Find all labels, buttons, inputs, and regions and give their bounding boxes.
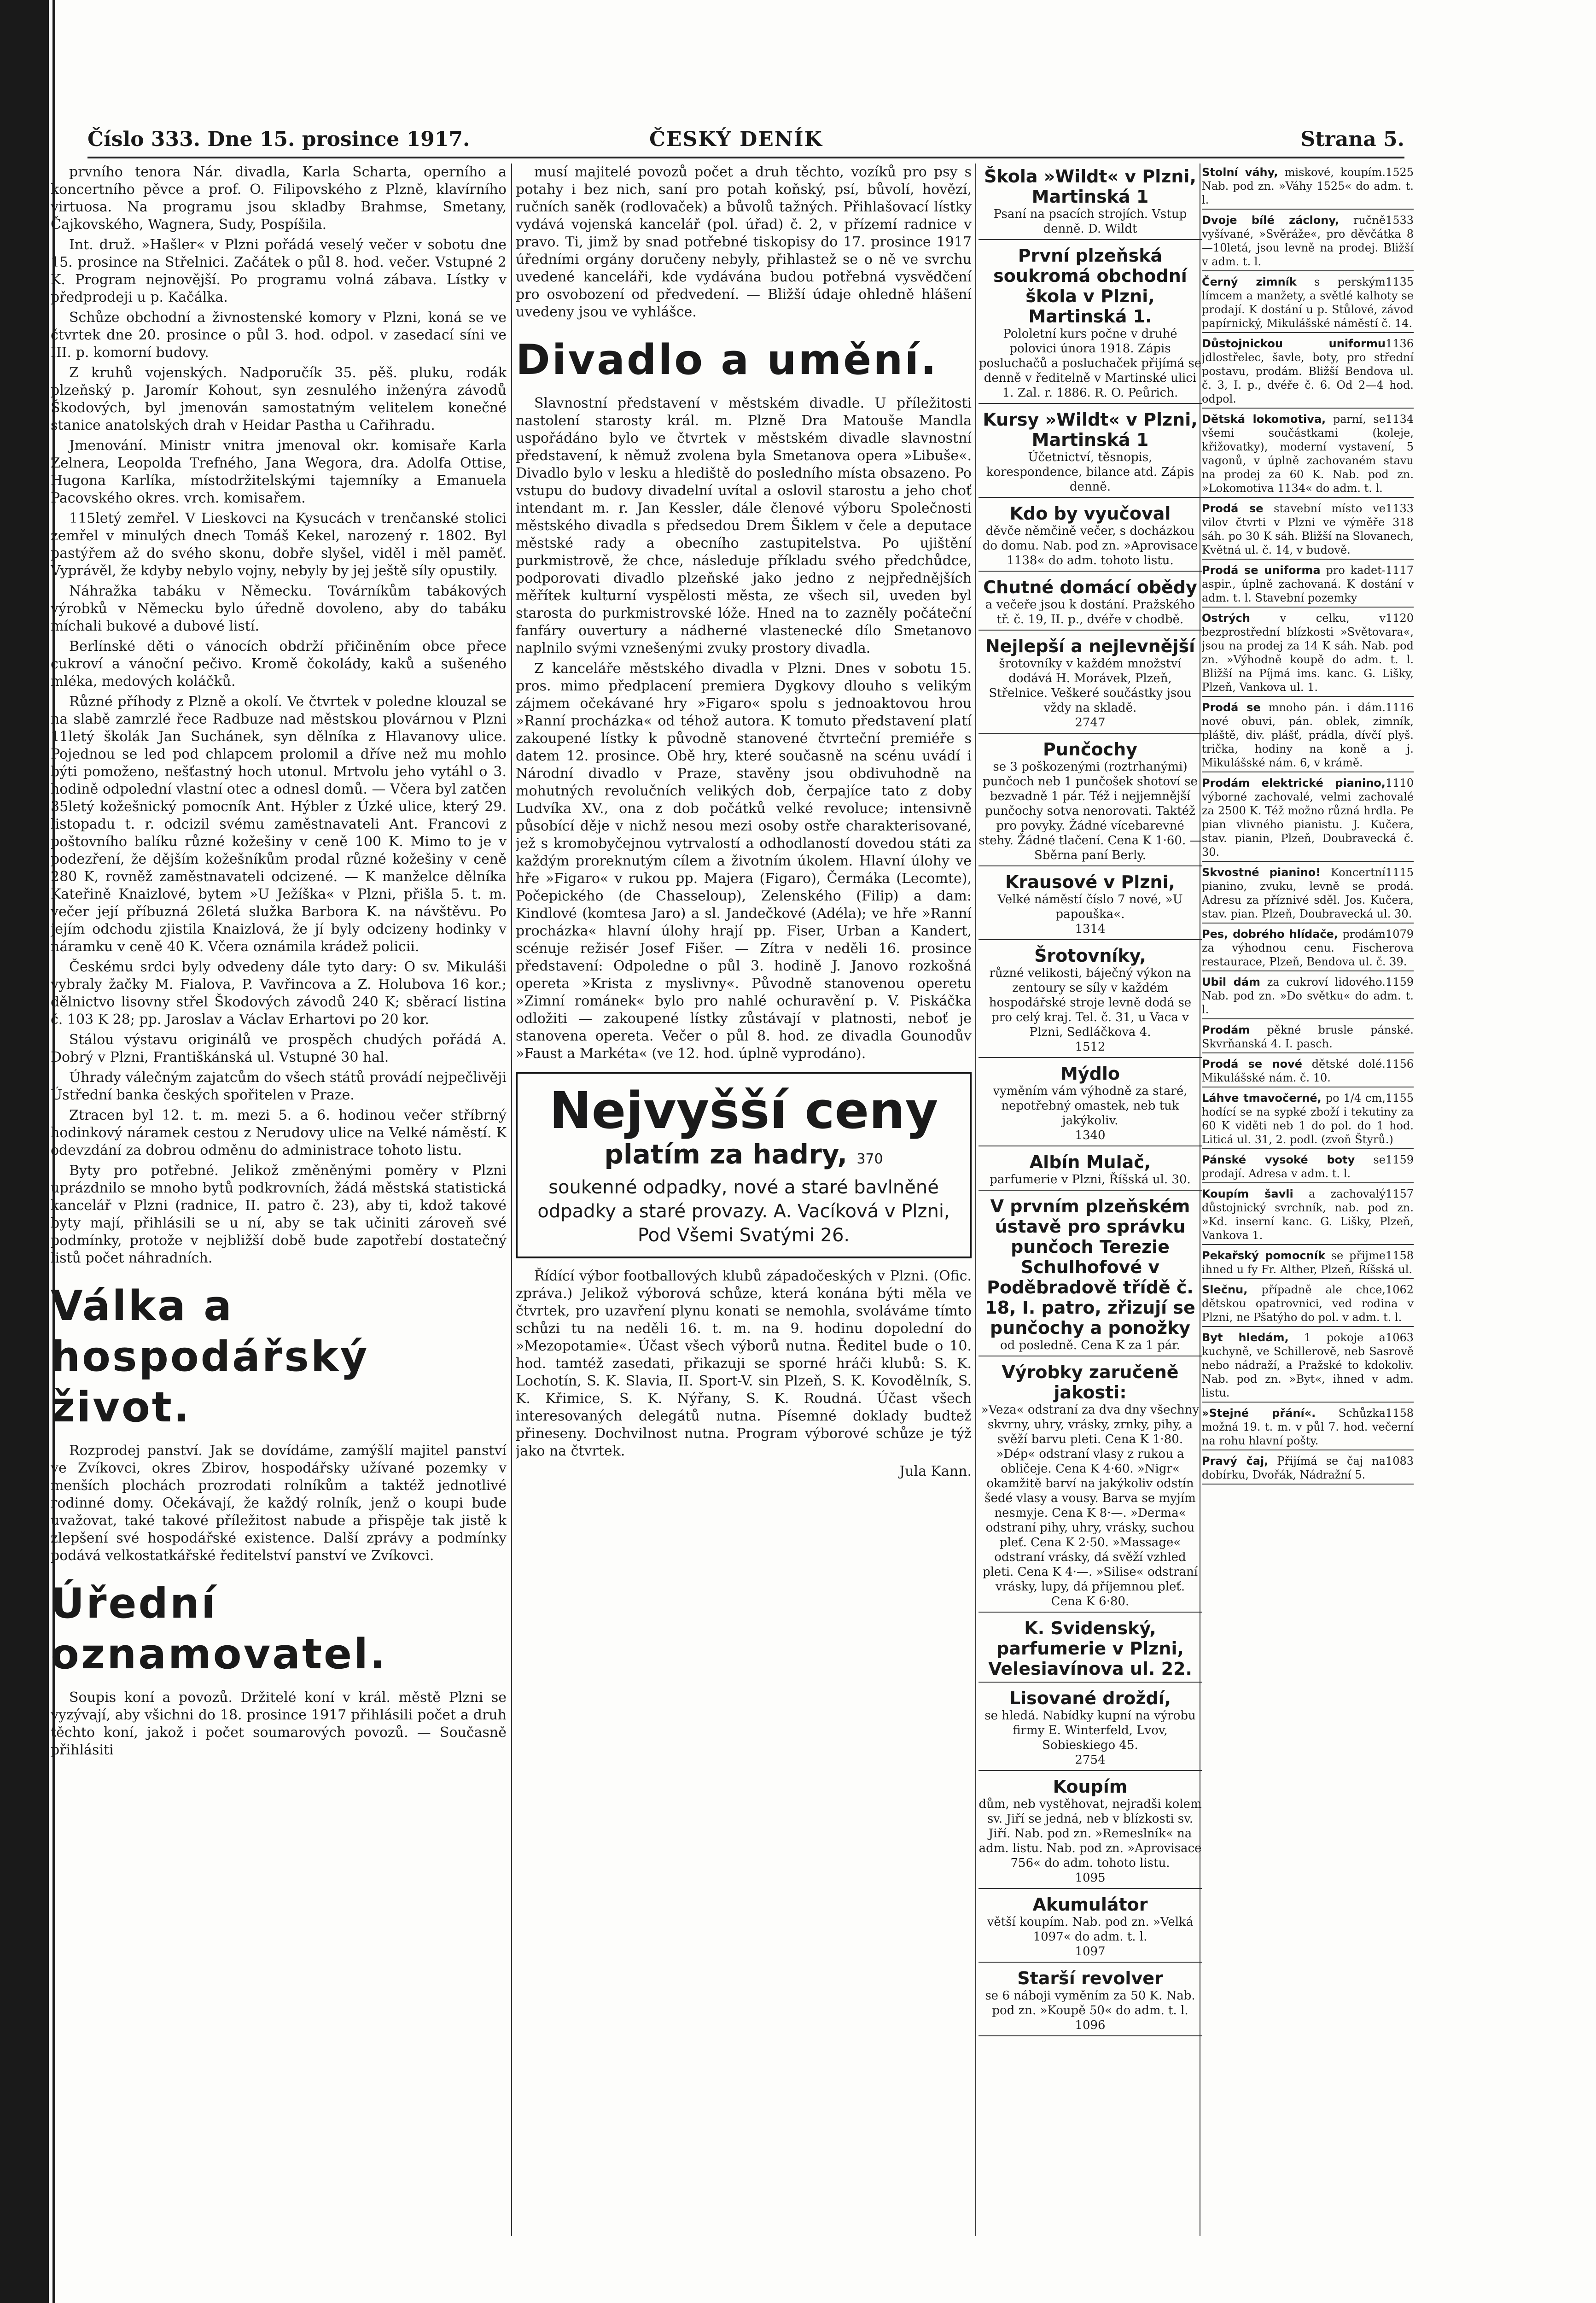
column-1 <box>51 164 507 2236</box>
ad-number: 1079 <box>1385 928 1414 941</box>
ad-number: 1133 <box>1385 502 1414 515</box>
article-text: Slavnostní představení v městském divadle. U příležitosti nastolení starosty král. m. Plzně Dra Matouše Mandla uspořádáno bylo ve čtvrtek v městském divadle slavnostní představení, k němuž zvolena byla Smetanova opera »Libuše«. Divadlo bylo v lesku a hlediště do posledního místa obsazeno. Po vstupu do budovy divadelní uvítal a oslovil starostu a jeho choť intendant m. r. Jan Kessler, dále členové výboru Společnosti městského divadla s předsedou Drem Šiklem v čele a deputace městské rady a obecního zastupitelstva. Po ujištění purkmistrově, že chce, následuje příkladu svého předchůdce, podporovati divadlo plzeňské jako jedno z nejpřednějších měřítek kulturní vyspělosti města, ze všech sil, uveden byl starosta do purkmistrovské lóže. Hned na to zazněly počáteční fanfáry ouvertury a nádherné vlastenecké dílo Smetanovo naplnilo svými vznešenými zvuky prostory divadla. <box>516 395 972 656</box>
ad-number: 1525 <box>1385 166 1414 179</box>
column-3-ads <box>979 164 1202 2236</box>
ad-text: 1 pokoje a kuchyně, ve Schillerově, neb Sasrově nebo nádraží, a Pražské to kdokoliv. Nab. pod zn. »Byt«, ihned v adm. listu. <box>1202 1331 1414 1399</box>
ad-text: ručně vyšívané, »Svěráže«, pro děvčátka 8—10letá, jsou levně na prodej. Bližší v adm. t. l. <box>1202 214 1414 268</box>
classified-ad <box>1202 273 1414 333</box>
column-2 <box>516 164 972 2236</box>
ad-title: Ostrých <box>1202 612 1250 625</box>
ad-title: Koupím šavli <box>1202 1187 1293 1200</box>
section-heading: Válka a hospodářský život. <box>51 1282 369 1432</box>
classified-ad <box>1202 1247 1414 1279</box>
ad-title: Prodá se nové <box>1202 1058 1303 1070</box>
newspaper-title: ČESKÝ DENÍK <box>649 128 823 151</box>
article-text: Ztracen byl 12. t. m. mezi 5. a 6. hodinou večer stříbrný hodinkový náramek cestou z Nerudovy ulice na Velké náměstí. K odevzdání za dobrou odměnu do administrace tohoto listu. <box>51 1107 507 1158</box>
article-text: Rozprodej panství. Jak se dovídáme, zamýšlí majitel panství ve Zvíkovci, okres Zbirov, hospodářsky užívané pozemky v menších plochách prozrodati rolníkům a taktéž jednotlivé rodinné domy. Očekávají, že každý rolník, jenž o koupi bude uvažovat, také takové příležitost nabude a přispěje tak jistě k zlepšení své hospodářské existence. Další zprávy a podmínky podává velkostatkářské ředitelství panství ve Zvíkovci. <box>51 1443 507 1564</box>
ad-number: 1158 <box>1385 1249 1414 1262</box>
ad-subheadline: platím za hadry, 370 <box>604 1139 883 1170</box>
classified-ad: Kursy »Wildt« v Plzni, Martinská 1 Účetnictví, těsnopis, korespondence, bilance atd. Zápis denně. <box>979 407 1202 498</box>
ad-title: Pravý čaj, <box>1202 1455 1269 1467</box>
classified-ad: Mýdlo vyměním vám výhodně za staré, nepotřebný omastek, neb tuk jakýkoliv. 1340 <box>979 1061 1202 1146</box>
ad-text: prodám za výhodnou cenu. Fischerova restaurace, Plzeň, Bendova ul. č. 39. <box>1202 928 1414 968</box>
ad-title: Pekařský pomocník <box>1202 1249 1325 1262</box>
ad-title: Stolní váhy, <box>1202 166 1278 179</box>
classified-ad: Šrotovníky, různé velikosti, báječný výkon na zentoury se síly v každém hospodářské stroje levně dodá se pro celý kraj. Tel. č. 31, u Vaca v Plzni, Sedláčkova 4. 1512 <box>979 943 1202 1058</box>
ad-title: Byt hledám, <box>1202 1331 1289 1344</box>
classified-ad <box>1202 925 1414 971</box>
classified-ad <box>1202 335 1414 409</box>
ad-title: Prodá se <box>1202 701 1261 714</box>
ad-title: »Stejné přání«. <box>1202 1407 1316 1420</box>
classified-ad <box>1202 1281 1414 1327</box>
ad-number: 1136 <box>1385 337 1414 350</box>
ad-title: Láhve tmavočerné, <box>1202 1092 1322 1105</box>
article-text: Řídící výbor footballových klubů západočeských v Plzni. (Ofic. zpráva.) Jelikož výborová schůze, která konána býti měla ve čtvrtek, pro uzavření plynu konati se nemohla, svoláváme tímto schůzi tu na neděli 16. t. m. na 9. hodinu dopolední do »Mezopotamie«. Účast všech výborů nutna. Ředitel bude o 10. hod. tamtéž zasedati, přikazuji se sporné hráči klubů: S. K. Lochotín, S. K. Slavia, II. Sport-V. sin Plzeň, S. K. Kovodělník, S. K. Křimice, S. K. Nýřany, S. K. Roudná. Účast všech interesovaných delegátů nutna. Písemné doklady budtež přineseny. Dochvilnost nutna. Program výborové schůze je týž jako na čtvrtek. <box>516 1268 972 1459</box>
classified-ad <box>1202 864 1414 924</box>
classified-ad <box>1202 774 1414 862</box>
classified-ad <box>1202 699 1414 772</box>
classified-ad <box>1202 1452 1414 1485</box>
classified-ad <box>1202 1404 1414 1450</box>
article-text: Stálou výstavu originálů ve prospěch chudých pořádá A. Dobrý v Plzni, Františkánská ul. Vstupné 30 hal. <box>51 1032 507 1065</box>
classified-ad <box>1202 561 1414 608</box>
ad-title: Důstojnickou uniformu <box>1202 337 1386 350</box>
classified-ad: K. Svidenský, parfumerie v Plzni, Velesiavínova ul. 22. <box>979 1615 1202 1683</box>
page-number: Strana 5. <box>1300 128 1404 151</box>
classified-ad <box>1202 164 1414 210</box>
ad-text: a zachovalý důstojnický svrchník, nab. pod zn. »Kd. inserní kanc. G. Lišky, Plzeň, Vankova 1. <box>1202 1187 1414 1242</box>
ad-text: miskové, koupím. Nab. pod zn. »Váhy 1525« do adm. t. l. <box>1202 166 1414 206</box>
ad-text: stavební místo ve vilov čtvrti v Plzni ve výměře 318 sáh. po 30 K sáh. Bližší na Slovanech, Květná ul. č. 14, v budově. <box>1202 502 1414 556</box>
article-text: Jmenování. Ministr vnitra jmenoval okr. komisaře Karla Zelnera, Leopolda Trefného, Jana Wegora, dra. Adolfa Ottise, Hugona Karlíka, místodržitelskými tajemníky a Emanuela Pacovského okres. vrch. komisařem. <box>51 438 507 506</box>
classified-ad <box>1202 1089 1414 1149</box>
ad-number: 1533 <box>1385 214 1414 227</box>
signature: Jula Kann. <box>899 1463 972 1479</box>
column-rule <box>975 164 976 2236</box>
ad-text: Koncertní pianino, zvuku, levně se prodá. Adresu za příznivé sděl. Jos. Kučera, stav. pian. Plzeň, Doubravecká ul. 30. <box>1202 866 1414 920</box>
ad-number: 1063 <box>1385 1331 1414 1344</box>
classified-ad <box>1202 609 1414 697</box>
ad-title: Prodám <box>1202 1023 1250 1036</box>
ad-text: pěkné brusle pánské. Skvrňanská 4. I. pasch. <box>1202 1023 1414 1050</box>
ad-title: Prodá se <box>1202 502 1264 515</box>
classified-ad: Krausové v Plzni, Velké náměstí číslo 7 nové, »U papouška«. 1314 <box>979 869 1202 940</box>
article-text: Z kruhů vojenských. Nadporučík 35. pěš. pluku, rodák plzeňský p. Jaromír Kohout, syn zesnulého inženýra závodů Škodových, byl jmenován samostatným velitelem konečné stanice anatolských drah v Heidar Pastha u Cařihradu. <box>51 365 507 433</box>
ad-number: 1134 <box>1385 413 1414 426</box>
classified-ad: Lisované droždí, se hledá. Nabídky kupní na výrobu firmy E. Winterfeld, Lvov, Sobieskiego 45. 2754 <box>979 1685 1202 1771</box>
article-text: Berlínské děti o vánocích obdrží přičiněním obce přece cukroví a vánoční pečivo. Kromě čokolády, kaků a sušeného mléka, medových koláčků. <box>51 638 507 690</box>
classified-ad <box>1202 973 1414 1019</box>
ad-text: Přijímá se čaj na dobírku, Dvořák, Nádražní 5. <box>1202 1455 1386 1481</box>
classified-ad <box>1202 1021 1414 1053</box>
ad-headline: Nejvyšší ceny <box>549 1081 938 1140</box>
ad-number: 1083 <box>1385 1455 1414 1467</box>
ad-text: Schůzka možná 19. t. m. v půl 7. hod. večerní na rohu hlavní pošty. <box>1202 1407 1414 1447</box>
ad-text: s perským límcem a manžety, a světlé kalhoty se prodají. K dostání u p. Stůlové, závod papírnický, Mikulášské náměstí č. 14. <box>1202 275 1414 330</box>
column-4-ads <box>1202 164 1414 2236</box>
classified-ad <box>1202 211 1414 271</box>
article-text: prvního tenora Nár. divadla, Karla Scharta, operního a koncertního pěvce a prof. O. Filipovského z Plzně, klavírního virtuosa. Na programu jsou skladby Brahmse, Smetany, Čajkovského, Wagnera, Sudy, Pospíšila. <box>51 164 507 233</box>
article-text: Náhražka tabáku v Německu. Továrníkům tabákových výrobků v Německu bylo úředně dovoleno, aby do tabáku míchali bukové a dubové listí. <box>51 583 507 634</box>
ad-number: 1110 <box>1385 777 1414 789</box>
classified-ad <box>1202 1055 1414 1087</box>
ad-number: 1159 <box>1385 976 1414 988</box>
classified-ad: Škola »Wildt« v Plzni, Martinská 1 Psaní na psacích strojích. Vstup denně. D. Wildt <box>979 164 1202 240</box>
classified-ad: První plzeňská soukromá obchodní škola v Plzni, Martinská 1. Pololetní kurs počne v druhé polovici února 1918. Zápis posluchačů a posluchaček přijímá se denně v ředitelně v Martinské ulici 1. Zal. r. 1886. R. O. Peůrich. <box>979 243 1202 404</box>
ad-number: 1156 <box>1385 1058 1414 1070</box>
article-text: Schůze obchodní a živnostenské komory v Plzni, koná se ve čtvrtek dne 20. prosince o půl 3. hod. odpol. v zasedací síni ve III. p. komorní budovy. <box>51 310 507 361</box>
section-heading: Divadlo a umění. <box>516 336 938 384</box>
classified-ad: Koupím dům, neb vystěhovat, nejradši kolem sv. Jiří se jedná, neb v blízkosti sv. Jiří. Nab. pod zn. »Remeslník« na adm. listu. Nab. pod zn. »Aprovisace 756« do adm. tohoto listu. 1095 <box>979 1774 1202 1889</box>
classified-ad <box>1202 410 1414 498</box>
ad-title: Pes, dobrého hlídače, <box>1202 928 1339 941</box>
ad-text: případně ale chce, dětskou opatrovnici, ved rodina v Plzni, ne Pšatýho do pol. v adm. t. l. <box>1202 1283 1414 1324</box>
article-text: musí majitelé povozů počet a druh těchto, vozíků pro psy s potahy i bez nich, saní pro potah koňský, psí, bůvolí, hovězí, ručních saněk (rodlovaček) a bůvolů tažných. Přihlašovací lístky vydává vojenská kancelář (pol. úřad) č. 2, v přízemí radnice v pravo. Ti, jimž by snad potřebné tiskopisy do 17. prosince 1917 úředními orgány doručeny nebyly, přihlastež se o ně ve svrchu uvedené kanceláři, kde vydávána budou potřebná vysvědčení pro osvobození od předvedení. — Bližší údaje ohledně hlášení uvedeny jsou ve vyhlášce. <box>516 164 972 320</box>
ad-text: parní, se všemi součástkami (koleje, křižovatky), moderní vystavení, 5 vagonů, v úplně zachovaném stavu na prodej za 60 K. Nab. pod zn. »Lokomotiva 1134« do adm. t. l. <box>1202 413 1414 495</box>
scan-edge <box>0 0 55 2303</box>
classified-ad: Albín Mulač, parfumerie v Plzni, Říšská ul. 30. <box>979 1149 1202 1191</box>
column-rule <box>511 164 512 2236</box>
classified-ad: Výrobky zaručeně jakosti: »Veza« odstraní za dva dny všechny skvrny, uhry, vrásky, zrnky, pihy, a svěží barvu pleti. Cena K 1·80. »Dép« odstraní vlasy z rukou a obličeje. Cena K 4·60. »Nigr« okamžitě barví na jakýkoliv odstín šedé vlasy a vousy. Barva se myjím nesmyje. Cena K 8·—. »Derma« odstraní pihy, uhry, vrásky, suchou pleť. Cena K 2·50. »Massage« odstraní vrásky, dá svěží vzhled pleti. Cena K 4·—. »Silise« odstraní vrásky, lupy, dá příjemnou pleť. Cena K 6·80. <box>979 1359 1202 1613</box>
ad-body: soukenné odpadky, nové a staré bavlněné odpadky a staré provazy. A. Vacíková v Plzni, Pod Všemi Svatými 26. <box>537 1177 950 1246</box>
ad-title: Dvoje bílé záclony, <box>1202 214 1340 227</box>
ad-text: za cukroví lidového. Nab. pod zn. »Do světku« do adm. t. l. <box>1202 976 1414 1016</box>
article-text: Z kanceláře městského divadla v Plzni. Dnes v sobotu 15. pros. mimo předplacení premiera Dygkovy dlouho s velikým zájmem očekávané hry »Figaro« spolu s jednoaktovou hrou »Ranní procházka« od téhož autora. K tomuto představení platí zakoupené lístky k původně stanovené čtvrteční premiéře s datem 12. prosince. Obě hry, které současně na scénu uvádí i Národní divadlo v Praze, stavěny jsou obdivuhodně na mohutných revolučních velikých dob, čerpajíce tato z doby Ludvíka XV., ona z dob počátků velké revoluce; intensivně působící děje v nichž nesou mezi osoby ostře charakterisované, jež s kromobyčejnou vytrvalostí a odhodlaností dovedou státi za každým proreknutým cílem a životním úkolem. Hlavní úlohy ve hře »Figaro« v rukou pp. Majera (Figaro), Čermáka (Lecomte), Počepického (de Chasseloup), Zelenského (Filip) a dam: Kindlové (komtesa Jaro) a sl. Jandečkové (Adéla); ve hře »Ranní procházka« hlavní úlohy hrají pp. Fiser, Urban a Kandert, scénuje režisér Josef Fišer. — Zítra v neděli 16. prosince představení: Odpoledne o půl 3. hodině J. Janovo rozkošná opereta »Krista z myslivny«. Původně stanovenou operetu »Zimní románek« bylo pro nahlé ochuravění p. V. Piskáčka odložiti — zakoupené lístky zůstávají v platnosti, neboť je stanovena opereta. Večer o půl 8. hod. ze divadla Gounodův »Faust a Markéta« (ve 12. hod. úplně vyprodáno). <box>516 661 972 1062</box>
ad-number: 1135 <box>1385 275 1414 288</box>
article-text: Int. druž. »Hašler« v Plzni pořádá veselý večer v sobotu dne 15. prosince na Střelnici. Začátek o půl 8. hod. večer. Vstupné 2 K. Program nejnovější. Po programu volná zábava. Lístky v předprodeji u p. Kačálka. <box>51 237 507 305</box>
ad-text: pro kadet-aspir., úplně zachovaná. K dostání v adm. t. l. Stavební pozemky <box>1202 564 1414 604</box>
ad-number: 1159 <box>1385 1153 1414 1166</box>
ad-text: v celku, v bezprostřední blízkosti »Světovara«, jsou na prodej za 14 K sáh. Nab. pod zn. »Výhodně koupě do adm. t. l. Bližší na Píjmá ims. kanc. G. Lišky, Plzeň, Vankova ul. 1. <box>1202 612 1414 694</box>
ad-text: po 1/4 cm, hodící se na sypké zboží i tekutiny za 60 K viděti neb 1 do pol. do 1 hod. Liticá ul. 31, 2. podl. (zvoň Štyrů.) <box>1202 1092 1414 1146</box>
classified-ad <box>1202 1329 1414 1403</box>
ad-title: Skvostné pianino! <box>1202 866 1321 879</box>
ad-text: jdlostřelec, šavle, boty, pro střední postavu, prodám. Bližší Bendova ul. č. 3, I. p., dvéře č. 6. Od 2—4 hod. odpol. <box>1202 351 1414 405</box>
page-header <box>87 115 1404 158</box>
ad-number: 1120 <box>1385 612 1414 625</box>
ad-title: Prodá se uniforma <box>1202 564 1321 577</box>
ad-text: se přijme ihned u fy Fr. Alther, Plzeň, Říšská ul. <box>1202 1249 1413 1276</box>
ad-text: se prodají. Adresa v adm. t. l. <box>1202 1153 1386 1180</box>
classified-ad <box>1202 1151 1414 1183</box>
classified-ad: Nejlepší a nejlevnější šrotovníky v každém množství dodává H. Morávek, Plzeň, Střelnice. Veškeré součástky jsou vždy na skladě. 2747 <box>979 633 1202 734</box>
ad-number: 1117 <box>1385 564 1414 577</box>
ad-title: Slečnu, <box>1202 1283 1248 1296</box>
ad-text: dětské dolé. Mikulášské nám. č. 10. <box>1202 1058 1386 1084</box>
ad-number: 1062 <box>1385 1283 1414 1296</box>
classified-ad: Punčochy se 3 poškozenými (roztrhanými) punčoch neb 1 punčošek shotoví se bezvadně 1 pár. Též i nejjemnější punčochy sotva nenorovati. Taktéž pro povyky. Žádné vícebarevné stehy. Žádné tlačení. Cena K 1·60. — Sběrna paní Berly. <box>979 736 1202 866</box>
article-text: Českému srdci byly odvedeny dále tyto dary: O sv. Mikuláši vybraly žačky M. Fialova, P. Vavřincova a Z. Holubova 16 kor.; dělnictvo lisovny střel Škodových závodů 240 K; sběrací listina č. 103 K 28; pp. Jaroslav a Václav Erhartovi po 20 kor. <box>51 959 507 1028</box>
classified-ad: Starší revolver se 6 náboji vyměním za 50 K. Nab. pod zn. »Koupě 50« do adm. t. l. 1096 <box>979 1965 1202 2036</box>
ad-text: výborné zachovalé, velmi zachovalé za 2500 K. Též možno různá hrdla. Pe pian vlivného pianistu. J. Kučera, stav. pianin, Plzeň, Doubravecká č. 30. <box>1202 790 1414 859</box>
advertisement-box <box>516 1072 972 1258</box>
article-text: Různé příhody z Plzně a okolí. Ve čtvrtek v poledne klouzal se na slabě zamrzlé řece Radbuze nad městskou plovárnou v Plzni 11letý školák Jan Suchánek, syn dělníka z Hlavanovy ulice. Pojednou se led pod chlapcem prolomil a dříve než mu mohlo býti pomoženo, nešťastný hoch utonul. Mrtvolu jeho vytáhl o 3. hodině odpolední vlastní otec a odnesl domů. — Včera byl zatčen 35letý kožešnický pomocník Ant. Hýbler z Úzké ulice, který 29. listopadu t. r. odcizil svému zaměstnavateli Ant. Francovi z poštovního balíku různé kožešiny v ceně 100 K. Mimo to je v podezření, že dějším kožešníkům prodal různé kožešiny v ceně 280 K, rovněž zaměstnavateli odcizené. — K manželce dělníka Kateřině Knaizlové, bytem »U Ježíška« v Plzni, přišla 5. t. m. večer její příbuzná 26letá služka Barbora K. na návštěvu. Po jejím odchodu zjistila Knaizlová, že jí byly odcizeny hodinky v náramku v ceně 40 K. Včera oznámila krádež policii. <box>51 694 507 955</box>
ad-text: mnoho pán. i dám. nové obuvi, pán. oblek, zimník, pláště, div. plášť, prádla, dívčí plyš. trička, hodiny na koně a j. Mikulášské nám. 6, v krámě. <box>1202 701 1414 769</box>
classified-ad: V prvním plzeňském ústavě pro správku punčoch Terezie Schulhofové v Poděbradově třídě č. 18, I. patro, zřizují se punčochy a ponožky od posledně. Cena K za 1 pár. <box>979 1193 1202 1356</box>
classified-ad: Chutné domácí obědy a večeře jsou k dostání. Pražského tř. č. 19, II. p., dvéře v chodbě. <box>979 574 1202 631</box>
ad-title: Dětská lokomotiva, <box>1202 413 1326 426</box>
ad-number: 1158 <box>1385 1407 1414 1420</box>
ad-number: 1157 <box>1385 1187 1414 1200</box>
classified-ad <box>1202 1185 1414 1245</box>
classified-ad <box>1202 500 1414 560</box>
ad-title: Prodám elektrické pianino, <box>1202 777 1386 789</box>
ad-number: 1115 <box>1385 866 1414 879</box>
classified-ad: Akumulátor větší koupím. Nab. pod zn. »Velká 1097« do adm. t. l. 1097 <box>979 1892 1202 1963</box>
ad-title: Pánské vysoké boty <box>1202 1153 1355 1166</box>
ad-number: 1116 <box>1385 701 1414 714</box>
article-text: Byty pro potřebné. Jelikož změněnými poměry v Plzni uprázdnilo se mnoho bytů podkrovních, žádá městská statistická kancelář v Plzni (radnice, II. patro č. 23), aby ti, kdož takové byty mají, přihlásili se u ní, aby se tak učiniti zároveň své podmínky, protože v nejbližší době bude zapotřebí dostatečný listů počet náhradních. <box>51 1163 507 1266</box>
ad-title: Ubil dám <box>1202 976 1260 988</box>
ad-number: 1155 <box>1385 1092 1414 1105</box>
issue-info: Číslo 333. Dne 15. prosince 1917. <box>87 128 470 151</box>
article-text: Soupis koní a povozů. Držitelé koní v král. městě Plzni se vyzývají, aby všichni do 18. prosince 1917 přihlásili počet a druh těchto koní, jakož i počet soumarových povozů. — Současně přihlásiti <box>51 1689 507 1758</box>
article-text: 115letý zemřel. V Lieskovci na Kysucách v trenčanské stolici zemřel v minulých dnech Tomáš Kekel, narozený r. 1802. Byl pastýřem až do svého skonu, dobře slyšel, viděl i měl paměť. Vyprávěl, že kdyby nebylo vojny, nebyly by jej ještě síly opustily. <box>51 510 507 579</box>
section-heading: Úřední oznamovatel. <box>51 1579 388 1678</box>
article-text: Úhrady válečným zajatcům do všech států provádí nejpečlivěji Ústřední banka českých spořitelen v Praze. <box>51 1070 507 1103</box>
classified-ad: Kdo by vyučoval děvče němčině večer, s docházkou do domu. Nab. pod zn. »Aprovisace 1138« do adm. tohoto listu. <box>979 501 1202 572</box>
ad-title: Černý zimník <box>1202 275 1297 288</box>
ad-number: 370 <box>856 1151 883 1167</box>
